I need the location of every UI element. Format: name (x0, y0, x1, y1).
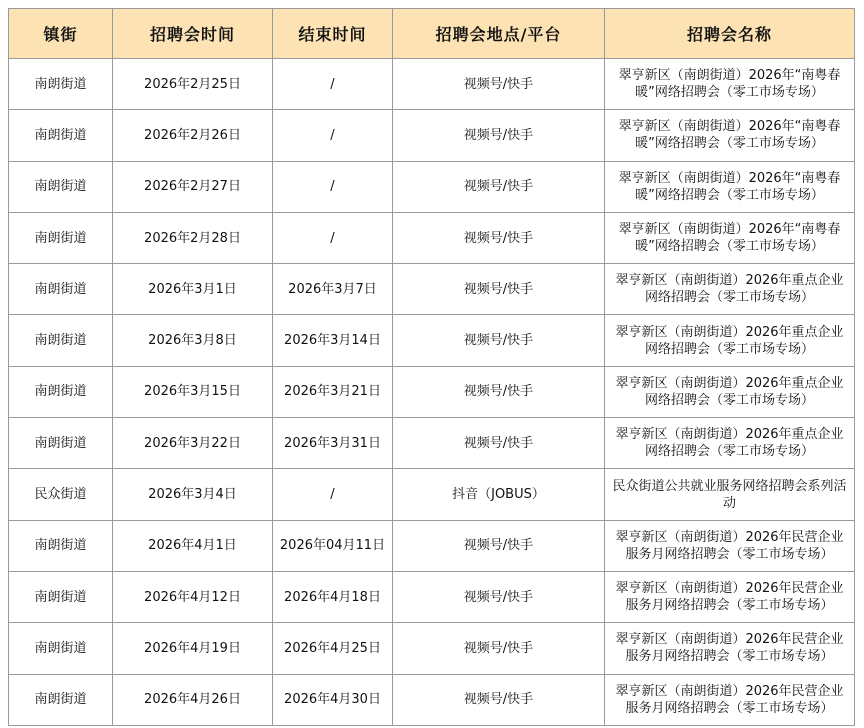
table-body (9, 59, 855, 726)
cell-end-date: / (273, 212, 393, 263)
cell-start-date: 2026年3月22日 (113, 418, 273, 469)
cell-town: 南朗街道 (9, 110, 113, 161)
cell-start-date: 2026年4月19日 (113, 623, 273, 674)
cell-end-date: 2026年3月14日 (273, 315, 393, 366)
cell-platform: 视频号/快手 (393, 623, 605, 674)
table-row (9, 161, 855, 212)
cell-end-date: / (273, 161, 393, 212)
header-start-date: 招聘会时间 (113, 9, 273, 59)
cell-town: 南朗街道 (9, 418, 113, 469)
cell-start-date: 2026年2月25日 (113, 59, 273, 110)
cell-town: 南朗街道 (9, 520, 113, 571)
cell-platform: 视频号/快手 (393, 418, 605, 469)
cell-fair-name: 翠亨新区（南朗街道）2026年重点企业网络招聘会（零工市场专场） (605, 418, 855, 469)
table-row (9, 264, 855, 315)
header-fair-name: 招聘会名称 (605, 9, 855, 59)
cell-town: 南朗街道 (9, 264, 113, 315)
header-end-date: 结束时间 (273, 9, 393, 59)
cell-start-date: 2026年4月26日 (113, 674, 273, 725)
table-row (9, 212, 855, 263)
cell-start-date: 2026年2月27日 (113, 161, 273, 212)
cell-end-date: 2026年3月21日 (273, 366, 393, 417)
cell-platform: 视频号/快手 (393, 315, 605, 366)
cell-fair-name: 翠亨新区（南朗街道）2026年“南粤春暖”网络招聘会（零工市场专场） (605, 161, 855, 212)
cell-fair-name: 翠亨新区（南朗街道）2026年民营企业服务月网络招聘会（零工市场专场） (605, 520, 855, 571)
cell-end-date: 2026年3月7日 (273, 264, 393, 315)
cell-end-date: 2026年4月30日 (273, 674, 393, 725)
cell-town: 南朗街道 (9, 623, 113, 674)
cell-platform: 视频号/快手 (393, 110, 605, 161)
cell-platform: 视频号/快手 (393, 212, 605, 263)
cell-end-date: 2026年04月11日 (273, 520, 393, 571)
cell-fair-name: 翠亨新区（南朗街道）2026年重点企业网络招聘会（零工市场专场） (605, 366, 855, 417)
header-town: 镇街 (9, 9, 113, 59)
cell-start-date: 2026年3月8日 (113, 315, 273, 366)
cell-end-date: / (273, 469, 393, 520)
table-row (9, 59, 855, 110)
cell-platform: 视频号/快手 (393, 674, 605, 725)
table-row (9, 674, 855, 725)
cell-start-date: 2026年2月28日 (113, 212, 273, 263)
cell-start-date: 2026年3月15日 (113, 366, 273, 417)
cell-platform: 视频号/快手 (393, 59, 605, 110)
header-platform: 招聘会地点/平台 (393, 9, 605, 59)
cell-town: 民众街道 (9, 469, 113, 520)
cell-start-date: 2026年4月12日 (113, 571, 273, 622)
cell-start-date: 2026年3月1日 (113, 264, 273, 315)
cell-town: 南朗街道 (9, 161, 113, 212)
table-row (9, 110, 855, 161)
cell-end-date: / (273, 59, 393, 110)
cell-town: 南朗街道 (9, 59, 113, 110)
cell-town: 南朗街道 (9, 674, 113, 725)
cell-town: 南朗街道 (9, 315, 113, 366)
cell-end-date: 2026年4月18日 (273, 571, 393, 622)
cell-fair-name: 翠亨新区（南朗街道）2026年“南粤春暖”网络招聘会（零工市场专场） (605, 110, 855, 161)
cell-platform: 视频号/快手 (393, 264, 605, 315)
cell-platform: 视频号/快手 (393, 520, 605, 571)
cell-end-date: 2026年3月31日 (273, 418, 393, 469)
cell-platform: 视频号/快手 (393, 366, 605, 417)
cell-platform: 抖音（JOBUS） (393, 469, 605, 520)
cell-fair-name: 翠亨新区（南朗街道）2026年重点企业网络招聘会（零工市场专场） (605, 315, 855, 366)
cell-town: 南朗街道 (9, 571, 113, 622)
table-row (9, 418, 855, 469)
cell-fair-name: 民众街道公共就业服务网络招聘会系列活动 (605, 469, 855, 520)
cell-fair-name: 翠亨新区（南朗街道）2026年民营企业服务月网络招聘会（零工市场专场） (605, 623, 855, 674)
cell-fair-name: 翠亨新区（南朗街道）2026年“南粤春暖”网络招聘会（零工市场专场） (605, 212, 855, 263)
cell-end-date: / (273, 110, 393, 161)
cell-fair-name: 翠亨新区（南朗街道）2026年民营企业服务月网络招聘会（零工市场专场） (605, 674, 855, 725)
job-fair-table (8, 8, 855, 726)
table-row (9, 571, 855, 622)
cell-town: 南朗街道 (9, 212, 113, 263)
table-row (9, 315, 855, 366)
cell-fair-name: 翠亨新区（南朗街道）2026年“南粤春暖”网络招聘会（零工市场专场） (605, 59, 855, 110)
table-row (9, 623, 855, 674)
cell-platform: 视频号/快手 (393, 161, 605, 212)
cell-town: 南朗街道 (9, 366, 113, 417)
cell-fair-name: 翠亨新区（南朗街道）2026年重点企业网络招聘会（零工市场专场） (605, 264, 855, 315)
cell-platform: 视频号/快手 (393, 571, 605, 622)
table-row (9, 366, 855, 417)
cell-end-date: 2026年4月25日 (273, 623, 393, 674)
cell-start-date: 2026年3月4日 (113, 469, 273, 520)
table-row (9, 469, 855, 520)
cell-fair-name: 翠亨新区（南朗街道）2026年民营企业服务月网络招聘会（零工市场专场） (605, 571, 855, 622)
job-fair-schedule (8, 8, 855, 726)
table-row (9, 520, 855, 571)
table-header-row (9, 9, 855, 59)
cell-start-date: 2026年2月26日 (113, 110, 273, 161)
cell-start-date: 2026年4月1日 (113, 520, 273, 571)
